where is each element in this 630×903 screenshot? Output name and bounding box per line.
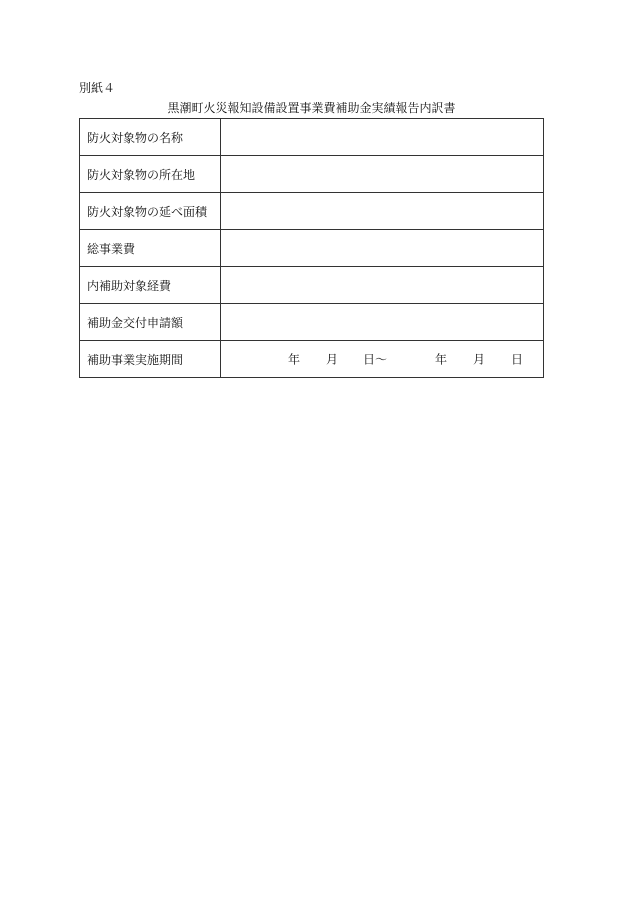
document-title: 黒潮町火災報知設備設置事業費補助金実績報告内訳書 — [167, 101, 456, 115]
row-value-grant-amount[interactable] — [221, 304, 544, 341]
row-label-floor-area: 防火対象物の延べ面積 — [80, 193, 221, 230]
attachment-label: 別紙４ — [79, 81, 116, 95]
row-value-facility-name[interactable] — [221, 119, 544, 156]
report-table — [79, 118, 544, 378]
row-value-floor-area[interactable] — [221, 193, 544, 230]
period-end-year: 年 — [435, 352, 448, 367]
period-start-month: 月 — [326, 352, 339, 367]
table-row — [80, 341, 544, 378]
period-start-year: 年 — [288, 352, 301, 367]
row-label-total-cost: 総事業費 — [80, 230, 221, 267]
row-value-facility-address[interactable] — [221, 156, 544, 193]
row-label-implementation-period: 補助事業実施期間 — [80, 341, 221, 378]
row-value-implementation-period[interactable] — [221, 341, 544, 378]
row-value-eligible-cost[interactable] — [221, 267, 544, 304]
table-row — [80, 267, 544, 304]
table-row — [80, 119, 544, 156]
table-row — [80, 304, 544, 341]
period-end-day: 日 — [511, 352, 524, 367]
table-row — [80, 230, 544, 267]
table-row — [80, 193, 544, 230]
row-label-facility-address: 防火対象物の所在地 — [80, 156, 221, 193]
row-label-facility-name: 防火対象物の名称 — [80, 119, 221, 156]
row-label-eligible-cost: 内補助対象経費 — [80, 267, 221, 304]
row-value-total-cost[interactable] — [221, 230, 544, 267]
row-label-grant-amount: 補助金交付申請額 — [80, 304, 221, 341]
period-start-day: 日～ — [363, 352, 388, 367]
period-end-month: 月 — [473, 352, 486, 367]
table-row — [80, 156, 544, 193]
